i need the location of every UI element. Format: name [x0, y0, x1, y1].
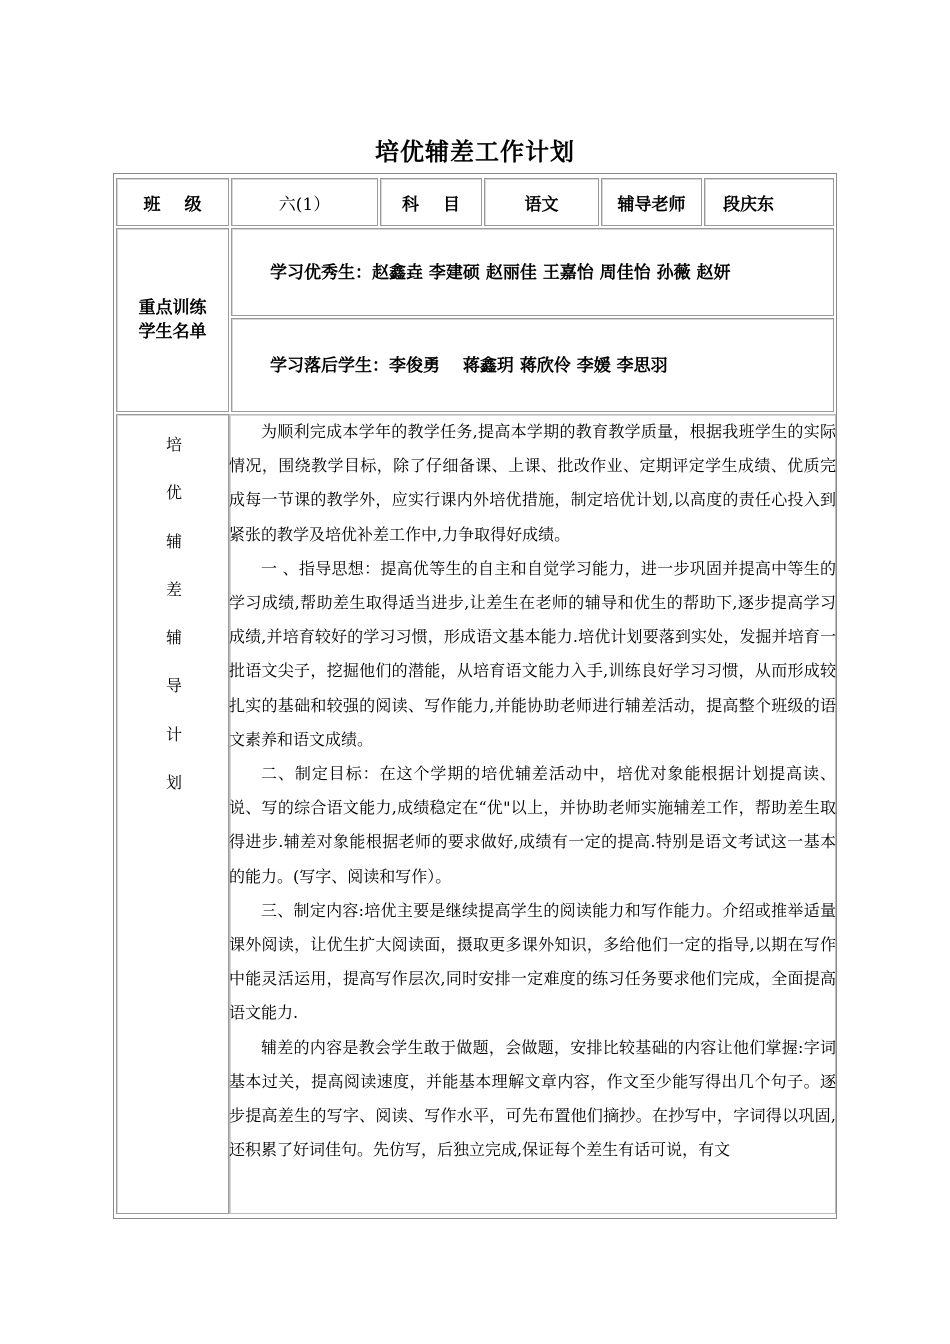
- plan-label-char: 差: [165, 579, 182, 599]
- teacher-label: 辅导老师: [617, 194, 686, 215]
- subject-label-cell: [380, 178, 482, 226]
- excellent-students-cell: [231, 228, 834, 316]
- plan-label-char: 划: [165, 773, 182, 793]
- teacher-value: 段庆东: [723, 194, 774, 215]
- plan-paragraph: 辅差的内容是教会学生敢于做题，会做题，安排比较基础的内容让他们掌握:字词基本过关，提高阅读速度，并能基本理解文章内容，作文至少能写得出几个句子。逐步提高差生的写字、阅读、写作水平，可先布置他们摘抄。在抄写中，字词得以巩固,还积累了好词佳句。先仿写，后独立完成,保证每个差生有话可说，有文: [229, 1037, 836, 1160]
- plan-paragraph: 三、制定内容:培优主要是继续提高学生的阅读能力和写作能力。介绍或推举适量课外阅读，让优生扩大阅读面，摄取更多课外知识，多给他们一定的指导,以期在写作中能灵活运用，提高写作层次,同时安排一定难度的练习任务要求他们完成，全面提高语文能力.: [229, 900, 836, 1023]
- plan-label-char: 计: [165, 724, 182, 744]
- subject-value-cell: [484, 178, 599, 226]
- students-label-line1: 重点训练: [138, 298, 207, 318]
- subject-value: 语文: [524, 194, 559, 215]
- teacher-value-cell: [704, 178, 834, 226]
- class-label: 班 级: [143, 194, 202, 215]
- excellent-students: 学习优秀生：赵鑫垚 李建硕 赵丽佳 王嘉怡 周佳怡 孙薇 赵妍: [270, 263, 731, 283]
- plan-paragraph: 二、制定目标：在这个学期的培优辅差活动中，培优对象能根据计划提高读、说、写的综合语文能力,成绩稳定在“优"以上，并协助老师实施辅差工作，帮助差生取得进步.辅差对象能根据老师的要求做好,成绩有一定的提高.特别是语文考试这一基本的能力。(写字、阅读和写作）。: [229, 764, 836, 886]
- plan-label-char: 优: [165, 483, 182, 503]
- class-value: 六(1）: [278, 194, 331, 215]
- plan-label-char: 辅: [165, 531, 182, 551]
- teacher-label-cell: [601, 178, 702, 226]
- plan-label-char: 导: [165, 676, 182, 696]
- plan-label: [117, 421, 231, 807]
- lagging-students-cell: [231, 318, 834, 412]
- plan-paragraph: 一 、指导思想：提高优等生的自主和自觉学习能力，进一步巩固并提高中等生的学习成绩,帮助差生取得适当进步,让差生在老师的辅导和优生的帮助下,逐步提高学习成绩,并培育较好的学习习惯，形成语文基本能力.培优计划要落到实处，发掘并培育一批语文尖子，挖掘他们的潜能，从培育语文能力入手,训练良好学习习惯，从而形成较扎实的基础和较强的阅读、写作能力,并能协助老师进行辅差活动，提高整个班级的语文素养和语文成绩。: [229, 558, 836, 749]
- class-label-cell: [116, 178, 229, 226]
- plan-label-cell: [116, 414, 229, 1214]
- students-label-line2: 学生名单: [138, 322, 207, 342]
- plan-body: [229, 415, 836, 1167]
- plan-label-char: 培: [165, 435, 182, 454]
- plan-label-char: 辅: [165, 628, 182, 648]
- class-value-cell: [231, 178, 378, 226]
- subject-label: 科 目: [402, 194, 460, 215]
- document-title: 培优辅差工作计划: [375, 137, 575, 166]
- students-label-cell: [116, 228, 229, 412]
- plan-paragraph: 为顺利完成本学年的教学任务,提高本学期的教育教学质量，根据我班学生的实际情况，围绕教学目标，除了仔细备课、上课、批改作业、定期评定学生成绩、优质完成每一节课的教学外，应实行课内外培优措施，制定培优计划,以高度的责任心投入到紧张的教学及培优补差工作中,力争取得好成绩。: [229, 422, 836, 544]
- lagging-students: 学习落后学生：李俊勇 蒋鑫玥 蒋欣伶 李媛 李思羽: [270, 356, 668, 376]
